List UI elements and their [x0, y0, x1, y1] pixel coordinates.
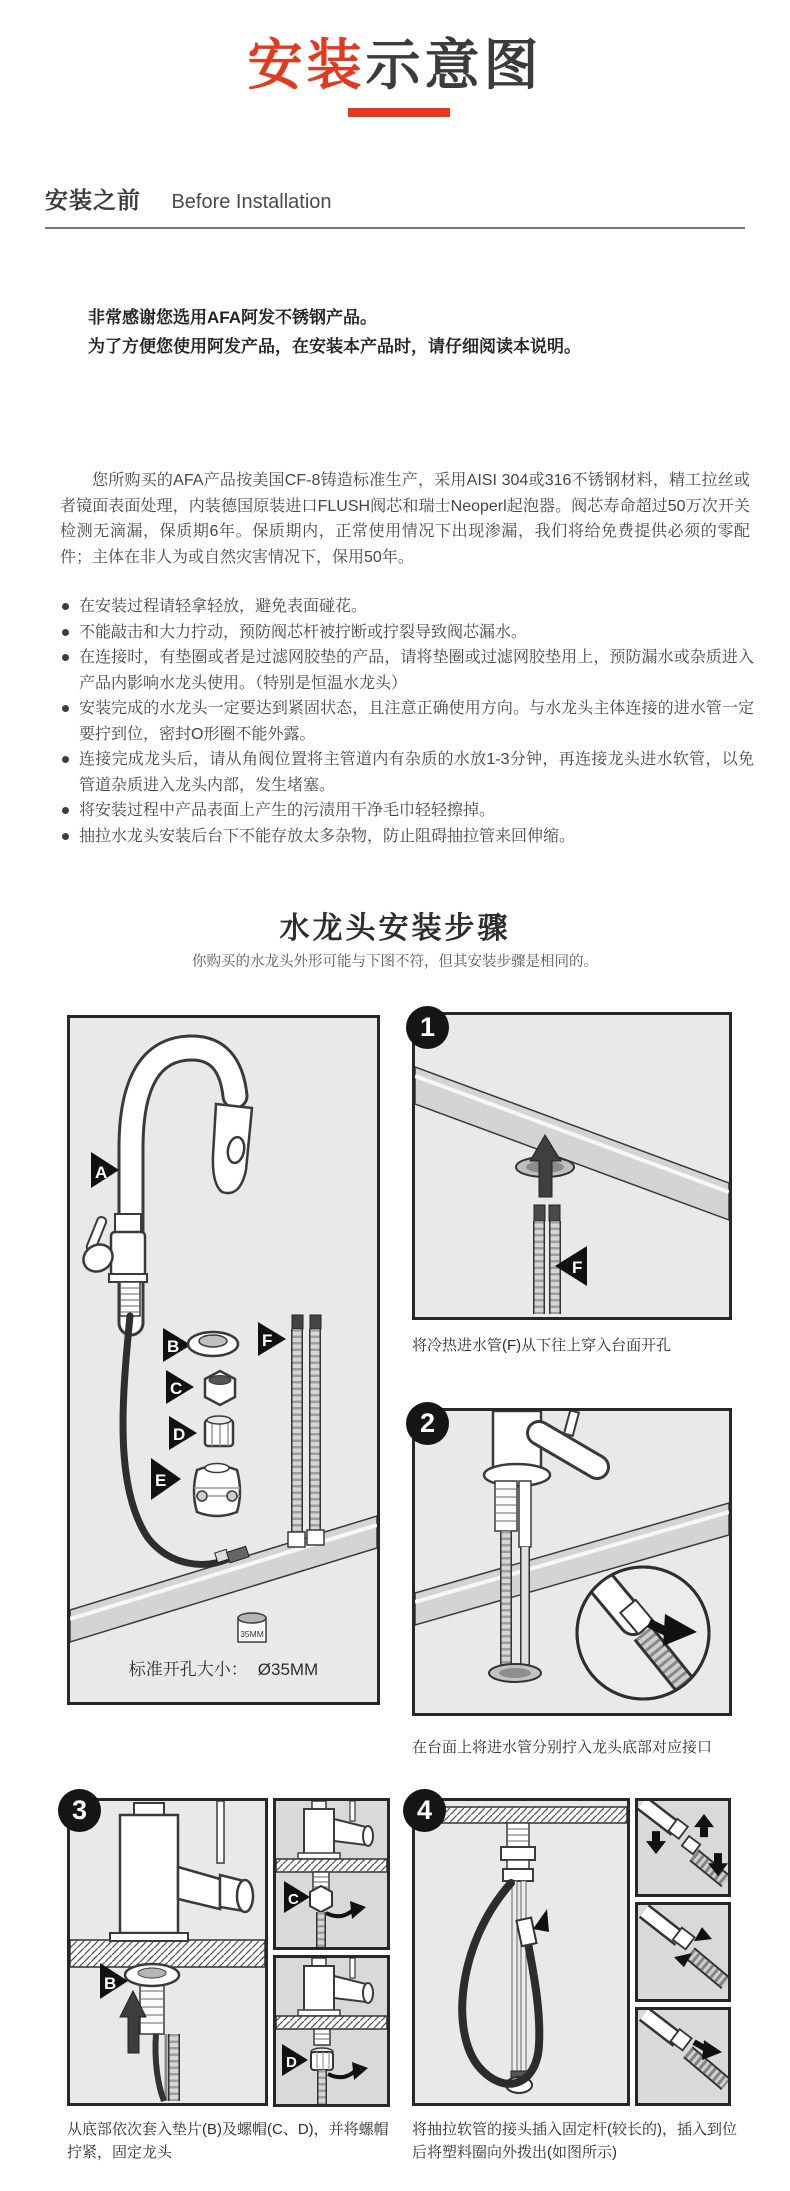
faucet-base	[484, 1411, 597, 1547]
countertop-section	[415, 1807, 627, 1823]
label-c-text: C	[170, 1379, 183, 1398]
faucet-above	[110, 1801, 253, 1941]
step-4-panel	[412, 1795, 731, 2106]
precaution-text: 在安装过程请轻拿轻放，避免表面碰花。	[79, 598, 368, 615]
step-4-inset-1	[635, 1798, 731, 1897]
shank-fittings	[501, 1823, 535, 1881]
label-b-marker	[100, 1963, 128, 1999]
insert-arrow	[533, 1909, 549, 1932]
pullout-hose-loop	[462, 1883, 549, 2084]
parts-diagram-panel	[67, 1015, 380, 1705]
push-arrow-down	[646, 1831, 666, 1854]
page-title-rest: 示意图	[365, 34, 543, 96]
step-2-caption: 在台面上将进水管分别拧入龙头底部对应接口	[412, 1739, 713, 1756]
magnifier-detail	[577, 1561, 709, 1699]
precaution-item	[60, 798, 754, 824]
page-title	[0, 34, 790, 96]
inset-c-diagram	[276, 1801, 387, 1947]
mini-faucet	[298, 1801, 373, 1859]
precaution-list	[60, 594, 754, 849]
pinch-arrow-top	[694, 1927, 712, 1941]
intro-note	[88, 303, 728, 361]
step-3-caption: 从底部依次套入垫片(B)及螺帽(C、D)，并将螺帽拧紧，固定龙头	[67, 2121, 389, 2161]
steps-section-title: 水龙头安装步骤	[279, 912, 511, 945]
hoses-below	[155, 2034, 174, 2101]
label-e-text: E	[155, 1471, 167, 1490]
label-b-text: B	[104, 1974, 117, 1993]
precaution-text: 抽拉水龙头安装后台下不能存放太多杂物，防止阻碍抽拉管来回伸缩。	[79, 827, 576, 845]
part-e-weight	[151, 1458, 240, 1516]
step-2-diagram	[415, 1411, 729, 1713]
part-b-washer	[163, 1328, 238, 1362]
part-f-hoses	[258, 1315, 324, 1547]
countertop-section	[276, 1859, 387, 1872]
step-3-insets	[273, 1798, 390, 2106]
nut-c	[310, 1872, 332, 1912]
label-b-text: B	[167, 1337, 180, 1356]
product-description: 您所购买的AFA产品按美国CF-8铸造标准生产，采用AISI 304或316不锈钢材料，精工拉丝或者镜面表面处理，内装德国原装进口FLUSH阀芯和瑞士Neoperl起泡器。阀芯寿命超过50万次开关检测无滴漏，保质期6年。保质期内，正常使用情况下出现渗漏，我们将给免费提供必须的零配件；主体在非人为或自然灾害情况下，保用50年。	[60, 472, 750, 566]
countertop-edge	[70, 1516, 377, 1642]
label-c-marker	[284, 1881, 310, 1913]
supply-hose	[489, 1531, 541, 1682]
precaution-text: 连接完成龙头后，请从角阀位置将主管道内有杂质的水放1-3分钟，再连接龙头进水软管，以免管道杂质进入龙头内部，发生堵塞。	[79, 751, 754, 794]
hole-note-value: Ø35MM	[257, 1660, 319, 1679]
step-3-inset-d	[273, 1955, 390, 2107]
fixed-rods	[506, 1881, 532, 2093]
step-1-caption: 将冷热进水管(F)从下往上穿入台面开孔	[412, 1337, 672, 1354]
step-4-caption: 将抽拉软管的接头插入固定杆(较长的)，插入到位后将塑料圈向外拨出(如图所示)	[412, 2121, 737, 2161]
part-c-nut	[166, 1370, 235, 1405]
precaution-item	[60, 645, 754, 696]
page-title-accent: 安装	[247, 34, 366, 96]
title-underline	[348, 108, 450, 117]
step-1-number: 1	[406, 1006, 449, 1049]
step-4-inset-3	[635, 2007, 731, 2106]
intro-line-2: 为了方便您使用阿发产品，在安装本产品时，请仔细阅读本说明。	[88, 337, 581, 356]
bullet-dot	[62, 654, 69, 661]
nut-d	[311, 2029, 333, 2070]
inset-connector-apart	[638, 1801, 728, 1894]
precaution-text: 将安装过程中产品表面上产生的污渍用干净毛巾轻轻擦掉。	[79, 802, 496, 819]
hole-note-prefix: 标准开孔大小：	[128, 1660, 248, 1679]
supply-hoses	[534, 1205, 560, 1314]
precaution-text: 在连接时，有垫圈或者是过滤网胶垫的产品，请将垫圈或过滤网胶垫用上，预防漏水或杂质进入产品内影响水龙头使用。（特别是恒温水龙头）	[79, 649, 754, 692]
step-3-main-box	[67, 1798, 268, 2106]
hole-size-note	[70, 1655, 377, 1680]
push-arrow-up2	[694, 1814, 714, 1837]
countertop-section	[276, 2016, 387, 2029]
label-a-text: A	[95, 1163, 108, 1182]
parts-diagram	[70, 1018, 377, 1702]
before-heading-en: Before Installation	[171, 191, 332, 213]
bullet-dot	[62, 833, 69, 840]
inset-d-diagram	[276, 1958, 387, 2104]
precaution-text: 不能敲击和大力拧动，预防阀芯杆被拧断或拧裂导致阀芯漏水。	[79, 623, 528, 641]
hole-icon-text: 35MM	[240, 1629, 264, 1639]
step-3-inset-c	[273, 1798, 390, 1950]
label-d-text: D	[173, 1425, 186, 1444]
step-2-number: 2	[406, 1402, 449, 1445]
before-heading-zh: 安装之前	[45, 187, 141, 213]
precaution-item	[60, 824, 754, 850]
label-d-text: D	[286, 2054, 297, 2071]
step-2-panel	[412, 1408, 732, 1716]
precaution-item	[60, 747, 754, 798]
step-4-inset-2	[635, 1902, 731, 2001]
part-d-nut	[169, 1416, 233, 1450]
countertop-section	[70, 1940, 265, 1967]
bullet-dot	[62, 603, 69, 610]
label-c-text: C	[288, 1891, 299, 1908]
bullet-dot	[62, 756, 69, 763]
precaution-item	[60, 594, 754, 620]
step-1-diagram	[415, 1015, 729, 1317]
step-3-diagram	[70, 1801, 265, 2103]
precaution-text: 安装完成的水龙头一定要达到紧固状态，且注意正确使用方向。与水龙头主体连接的进水管一定要拧到位，密封O形圈不能外露。	[79, 700, 754, 743]
before-installation-header	[45, 182, 745, 229]
step-1-panel	[412, 1012, 732, 1320]
inset-clip-pullout	[638, 2010, 728, 2103]
hole-size-icon	[238, 1613, 266, 1642]
countertop-edge	[415, 1067, 729, 1220]
step-4-diagram	[415, 1801, 627, 2103]
precaution-item	[60, 696, 754, 747]
inset-connector-joined	[638, 1905, 728, 1998]
label-a-marker	[91, 1152, 119, 1188]
steps-section-subtitle: 你购买的水龙头外形可能与下图不符，但其安装步骤是相同的。	[192, 954, 598, 970]
step-4-insets	[635, 1798, 731, 2106]
step-3-number: 3	[58, 1789, 101, 1832]
precaution-item	[60, 620, 754, 646]
pull-arrow	[702, 2040, 722, 2060]
label-d-marker	[282, 2044, 308, 2076]
bullet-dot	[62, 705, 69, 712]
intro-line-1: 非常感谢您选用AFA阿发不锈钢产品。	[88, 308, 377, 327]
bullet-dot	[62, 629, 69, 636]
bullet-dot	[62, 807, 69, 814]
label-f-text: F	[572, 1258, 583, 1277]
step-3-panel	[67, 1795, 390, 2106]
mini-faucet	[298, 1958, 373, 2016]
step-4-number: 4	[403, 1789, 446, 1832]
step-4-main-box	[412, 1798, 630, 2106]
label-f-text: F	[262, 1331, 273, 1350]
